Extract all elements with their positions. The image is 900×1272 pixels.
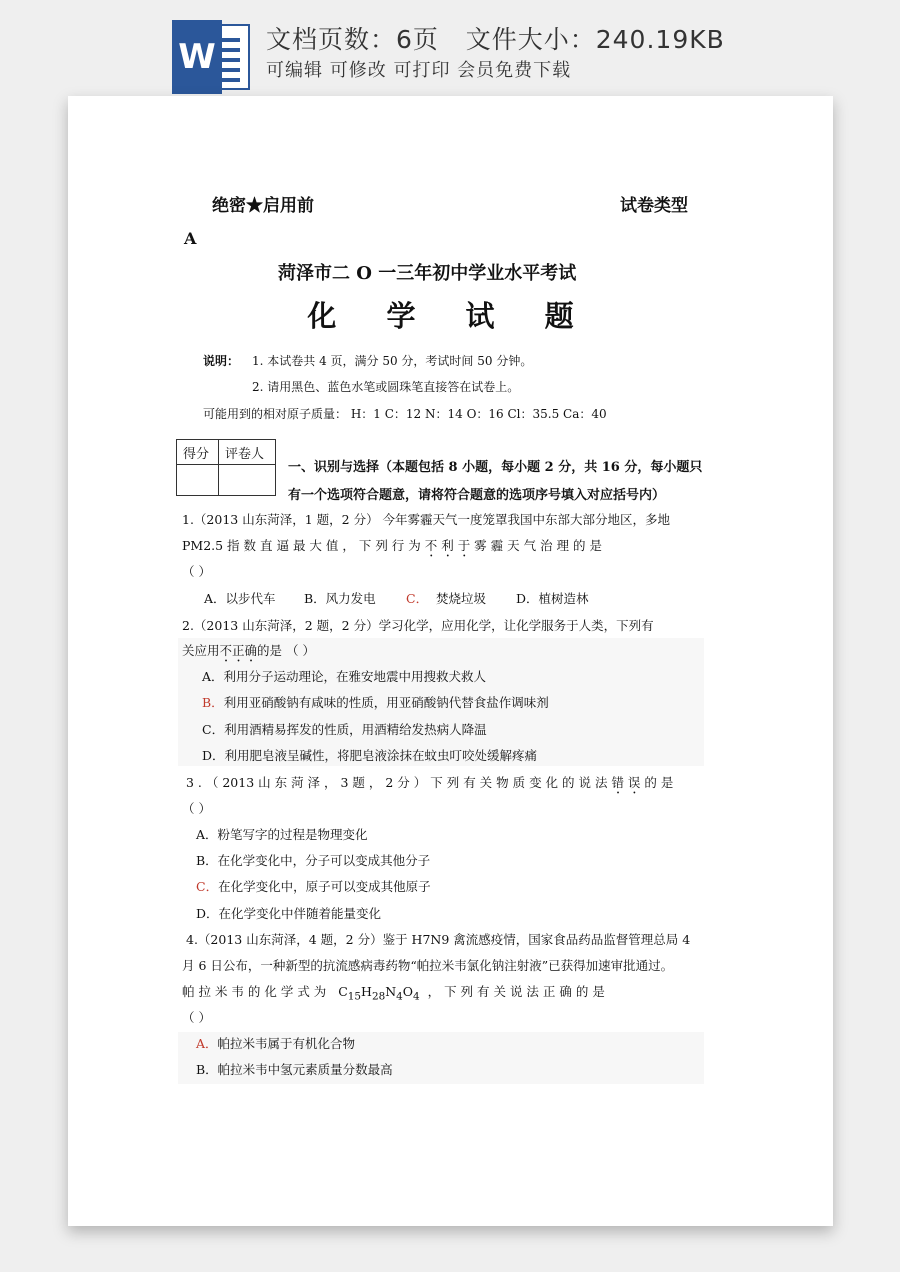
q2-stem-line1: 2.（2013 山东菏泽，2 题，2 分）学习化学，应用化学，让化学服务于人类，下列有: [182, 618, 654, 633]
q4-stem-line1: 4.（2013 山东菏泽，4 题，2 分）鉴于 H7N9 禽流感疫情，国家食品药品监督管理总局 4: [186, 932, 691, 947]
note-2: 2. 请用黑色、蓝色水笔或圆珠笔直接答在试卷上。: [252, 380, 520, 394]
score-cell-label: 得分: [183, 447, 210, 462]
subject-title: 化 学 试 题: [307, 299, 594, 333]
q2-stem-line2: 关应用不正确的是 （ ）: [182, 643, 315, 658]
q2-option-a: A．利用分子运动理论，在雅安地震中用搜救犬救人: [202, 669, 487, 684]
q1-option-c: C． 焚烧垃圾: [406, 591, 487, 606]
note-1: 1. 本试卷共 4 页，满分 50 分，考试时间 50 分钟。: [252, 354, 533, 368]
q1-option-d: D．植树造林: [516, 591, 589, 606]
q1-stem-line1: 1.（2013 山东菏泽，1 题，2 分） 今年雾霾天气一度笼罩我国中东部大部分地区，多地: [182, 512, 671, 527]
q4-answer-blank: （ ）: [182, 1010, 211, 1025]
score-table: [176, 439, 276, 496]
q2-option-c: C．利用酒精易挥发的性质，用酒精给发热病人降温: [202, 722, 487, 737]
q4-stem-line3: 帕 拉 米 韦 的 化 学 式 为 $C_{15}H_{28}N_4O_4$ ， 下 列 有 关 说 法 正 确 的 是: [182, 984, 605, 1003]
q3-option-d: D．在化学变化中伴随着能量变化: [196, 906, 382, 921]
grader-cell-label: 评卷人: [225, 447, 265, 462]
section-heading-cont: 有一个选项符合题意，请将符合题意的选项序号填入对应括号内）: [288, 488, 666, 503]
q2-option-d: D．利用肥皂液呈碱性，将肥皂液涂抹在蚊虫叮咬处缓解疼痛: [202, 748, 538, 763]
q3-option-b: B．在化学变化中，分子可以变成其他分子: [196, 853, 431, 868]
secret-mark: 绝密★启用前: [212, 196, 314, 216]
paper-type-label: 试卷类型: [620, 196, 688, 216]
q3-stem-line1: 3 . （ 2013 山 东 菏 泽 ， 3 题 ， 2 分 ） 下 列 有 关 物 质 变 化 的 说 法 错 误 的 是: [186, 775, 674, 790]
notes-label: 说明：: [203, 354, 240, 368]
file-info: 文档页数：6页 文件大小：240.19KB: [266, 25, 725, 54]
q1-option-b: B．风力发电: [304, 591, 376, 606]
q3-emphasis: 错 误: [607, 775, 641, 790]
q2-emphasis: 不正确: [219, 643, 258, 658]
q1-answer-blank: （ ）: [182, 564, 211, 579]
word-letter: W: [172, 20, 222, 94]
q3-option-c: C．在化学变化中，原子可以变成其他原子: [196, 879, 431, 894]
q3-option-a: A．粉笔写字的过程是物理变化: [196, 827, 368, 842]
section-heading: 一、识别与选择（本题包括 8 小题，每小题 2 分，共 16 分，每小题只: [288, 460, 703, 475]
q4-option-a: A．帕拉米韦属于有机化合物: [196, 1036, 356, 1051]
q1-option-a: A．以步代车: [204, 591, 276, 606]
word-doc-icon: [172, 20, 252, 94]
download-banner: [0, 0, 900, 96]
q1-emphasis: 不 利 于: [420, 538, 471, 553]
q3-answer-blank: （ ）: [182, 801, 211, 816]
file-features: 可编辑 可修改 可打印 会员免费下载: [266, 60, 572, 81]
q1-stem-line2: PM2.5 指 数 直 逼 最 大 值 ， 下 列 行 为 不 利 于 雾 霾 天 气 治 理 的 是: [182, 538, 602, 553]
q2-option-b: B．利用亚硝酸钠有咸味的性质，用亚硝酸钠代替食盐作调味剂: [202, 695, 549, 710]
q4-stem-line2: 月 6 日公布，一种新型的抗流感病毒药物“帕拉米韦氯化钠注射液”已获得加速审批通过。: [182, 958, 674, 973]
chemical-formula: $C_{15}H_{28}N_4O_4$: [338, 984, 420, 1003]
paper-type-value: A: [184, 229, 197, 248]
q4-option-b: B．帕拉米韦中氢元素质量分数最高: [196, 1062, 393, 1077]
exam-title: 菏泽市二 O 一三年初中学业水平考试: [278, 263, 577, 284]
exam-paper: [68, 96, 833, 1226]
atomic-mass-line: 可能用到的相对原子质量： H：1 C：12 N：14 O：16 Cl：35.5 Ca：40: [203, 407, 607, 421]
